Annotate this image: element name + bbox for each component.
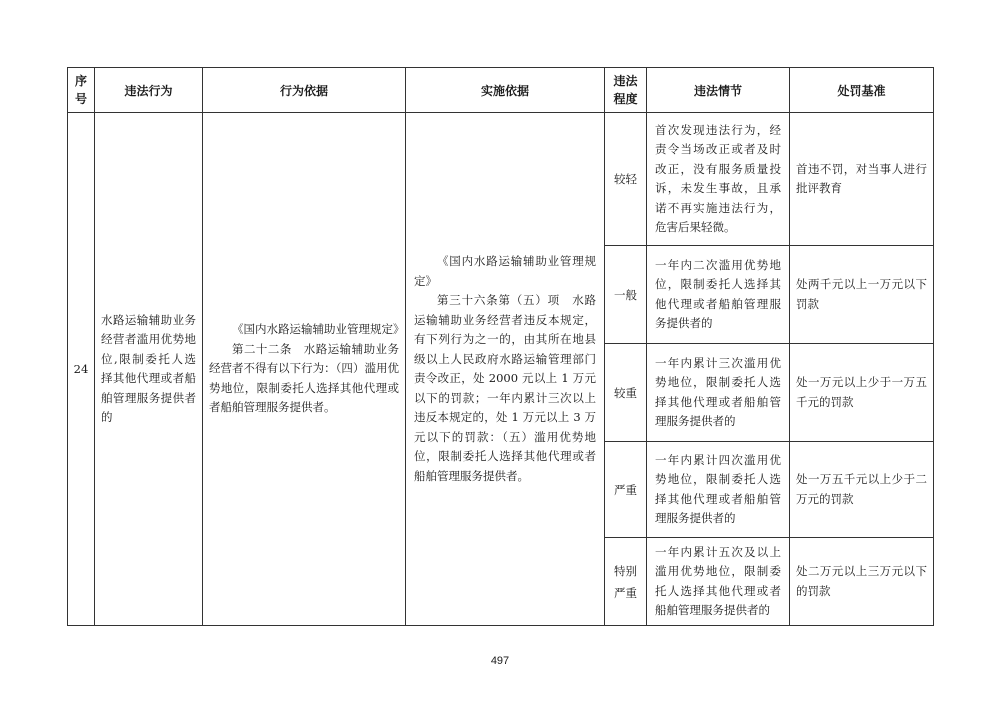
- degree-text: 特别严重: [614, 563, 637, 600]
- page-number: 497: [490, 655, 510, 667]
- degree-cell: 严重: [605, 442, 647, 538]
- impl-text: 第三十六条第（五）项 水路运输辅助业务经营者违反本规定，有下列行为之一的，由其所在地县级以上人民政府水路运输管理部门责令改正，处 2000 元以上 1 万元以下的罚款；一年内累计三次以上违反本规定的，处 1 万元以上 3 万元以下的罚款：（五）滥用优势地位，限制委托人选择其他代理或者船舶管理服务提供者。: [414, 293, 596, 483]
- circumstance-cell: 一年内累计五次及以上滥用优势地位，限制委托人选择其他代理或者船舶管理服务提供者的: [647, 538, 790, 626]
- table-header-row: [68, 68, 934, 113]
- row-seq: 24: [68, 113, 95, 626]
- degree-cell: [605, 538, 647, 626]
- row-behavior: 水路运输辅助业务经营者滥用优势地位,限制委托人选择其他代理或者船舶管理服务提供者的: [95, 113, 203, 626]
- basis-title: 《国内水路运输辅助业管理规定》: [232, 322, 405, 337]
- header-seq: [68, 68, 95, 113]
- header-degree: [605, 68, 647, 113]
- row-implementation: [406, 113, 605, 626]
- circumstance-cell: 一年内二次滥用优势地位，限制委托人选择其他代理或者船舶管理服务提供者的: [647, 246, 790, 344]
- header-degree-text: 违法程度: [613, 74, 638, 106]
- header-behavior: 违法行为: [95, 68, 203, 113]
- impl-title: 《国内水路运输辅助业管理规定》: [414, 254, 596, 288]
- standard-cell: 处两千元以上一万元以下罚款: [790, 246, 934, 344]
- circumstance-cell: 一年内累计四次滥用优势地位，限制委托人选择其他代理或者船舶管理服务提供者的: [647, 442, 790, 538]
- standard-cell: 处二万元以上三万元以下的罚款: [790, 538, 934, 626]
- standard-cell: 首违不罚，对当事人进行批评教育: [790, 113, 934, 246]
- degree-cell: 较重: [605, 344, 647, 442]
- header-seq-text: 序号: [75, 74, 88, 106]
- header-standard: 处罚基准: [790, 68, 934, 113]
- basis-text: 第二十二条 水路运输辅助业务经营者不得有以下行为：（四）滥用优势地位，限制委托人选择其他代理或者船舶管理服务提供者。: [209, 341, 399, 415]
- degree-cell: 较轻: [605, 113, 647, 246]
- standard-cell: 处一万五千元以上少于二万元的罚款: [790, 442, 934, 538]
- row-basis: [203, 113, 406, 626]
- degree-cell: 一般: [605, 246, 647, 344]
- table-row: [68, 113, 934, 246]
- penalty-standard-table: [67, 67, 934, 626]
- standard-cell: 处一万元以上少于一万五千元的罚款: [790, 344, 934, 442]
- header-implementation: 实施依据: [406, 68, 605, 113]
- header-basis: 行为依据: [203, 68, 406, 113]
- circumstance-cell: 首次发现违法行为，经责令当场改正或者及时改正，没有服务质量投诉，未发生事故，且承诺不再实施违法行为，危害后果轻微。: [647, 113, 790, 246]
- circumstance-cell: 一年内累计三次滥用优势地位，限制委托人选择其他代理或者船舶管理服务提供者的: [647, 344, 790, 442]
- header-circumstance: 违法情节: [647, 68, 790, 113]
